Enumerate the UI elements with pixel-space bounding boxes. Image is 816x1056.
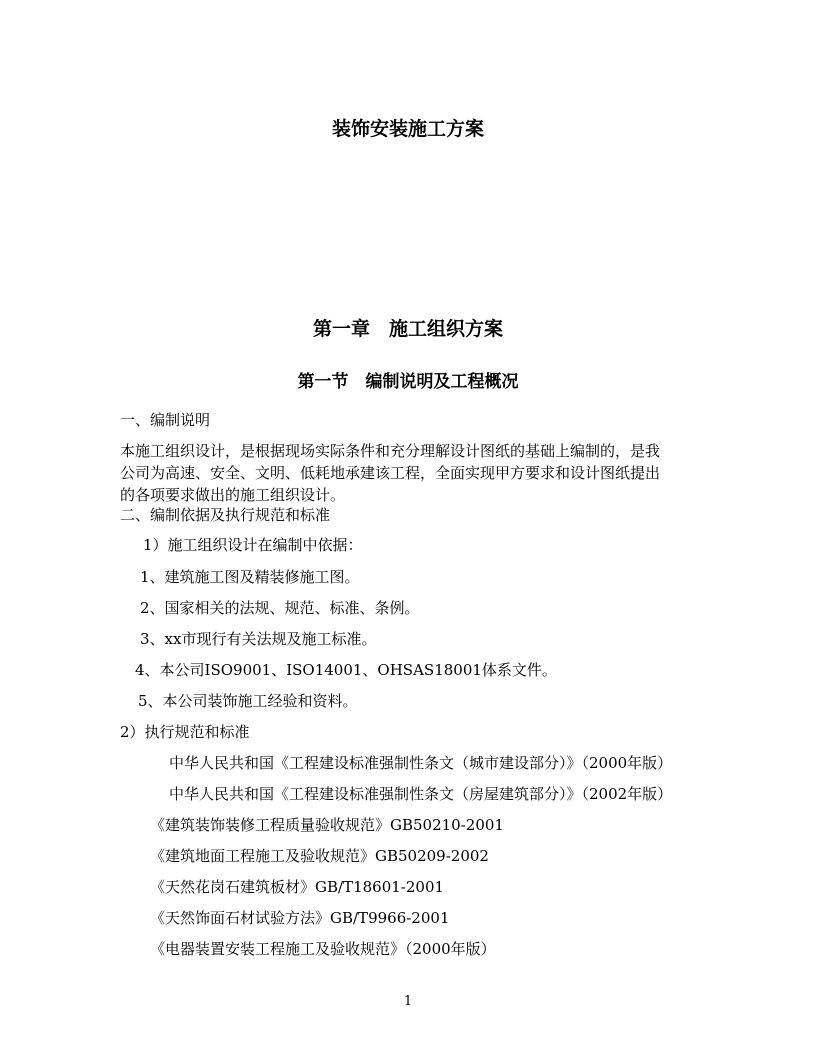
page-number: 1: [403, 994, 413, 1009]
paragraph-line: 的各项要求做出的施工组织设计。: [120, 486, 346, 504]
standard-item: 《电器装置安装工程施工及验收规范》（2000年版）: [150, 940, 496, 958]
standard-item: 中华人民共和国《工程建设标准强制性条文（房屋建筑部分）》（2002年版）: [169, 785, 673, 803]
chapter-title: 第一章 施工组织方案: [312, 318, 503, 340]
standard-item: 中华人民共和国《工程建设标准强制性条文（城市建设部分）》（2000年版）: [169, 754, 673, 772]
section-title: 第一节 编制说明及工程概况: [297, 372, 519, 392]
list-item: 4、本公司ISO9001、ISO14001、OHSAS18001体系文件。: [135, 661, 557, 679]
standard-item: 《建筑地面工程施工及验收规范》GB50209-2002: [150, 847, 489, 865]
part1-heading: 一、编制说明: [120, 411, 211, 429]
list-item: 2、国家相关的法规、规范、标准、条例。: [140, 599, 420, 617]
list-item: 5、本公司装饰施工经验和资料。: [138, 692, 358, 710]
part2-heading: 二、编制依据及执行规范和标准: [120, 506, 331, 524]
standard-item: 《天然花岗石建筑板材》GB/T18601-2001: [150, 878, 445, 896]
standard-item: 《天然饰面石材试验方法》GB/T9966-2001: [150, 909, 450, 927]
list-item: 1、建筑施工图及精装修施工图。: [140, 568, 360, 586]
paragraph-line: 本施工组织设计，是根据现场实际条件和充分理解设计图纸的基础上编制的，是我: [120, 442, 661, 460]
paragraph-line: 公司为高速、安全、文明、低耗地承建该工程，全面实现甲方要求和设计图纸提出: [120, 464, 661, 482]
list-item: 3、xx市现行有关法规及施工标准。: [140, 630, 377, 648]
document-title: 装饰安装施工方案: [331, 118, 484, 140]
sub1-heading: 1）施工组织设计在编制中依据：: [143, 536, 363, 554]
sub2-heading: 2）执行规范和标准: [120, 723, 250, 741]
standard-item: 《建筑装饰装修工程质量验收规范》GB50210-2001: [150, 816, 504, 834]
